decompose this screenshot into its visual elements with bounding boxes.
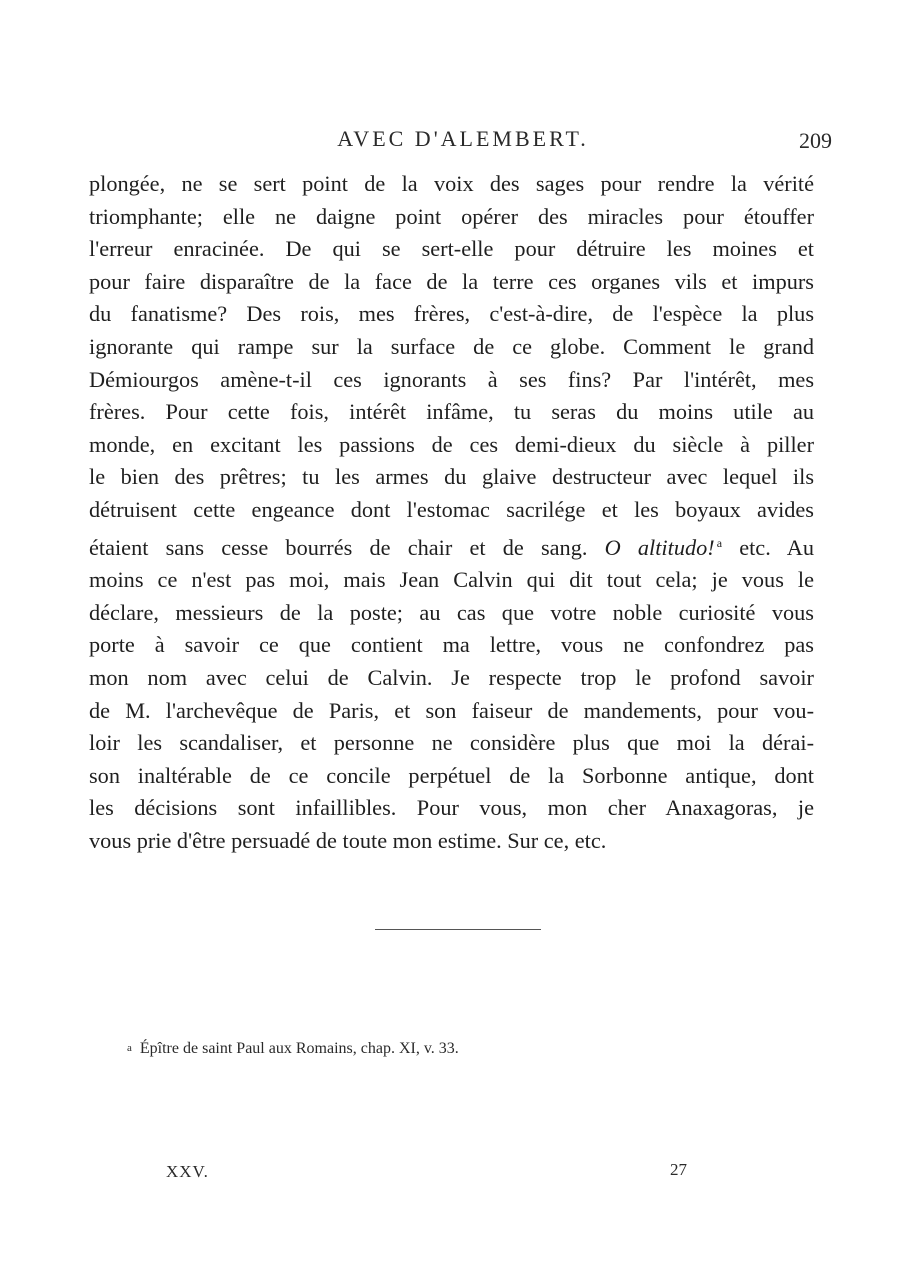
text-line: plongée, ne se sert point de la voix des sages pour rendre la vérité: [89, 171, 814, 196]
text-line: frères. Pour cette fois, intérêt infâme, tu seras du moins utile au: [89, 399, 814, 425]
section-divider: [375, 929, 541, 930]
text-line: l'erreur enracinée. De qui se sert-elle pour détruire les moines et: [89, 236, 814, 262]
text-line-with-quote: [89, 527, 814, 565]
text-line: son inaltérable de ce concile perpétuel de la Sorbonne antique, dont: [89, 762, 814, 788]
body-text: [89, 168, 814, 857]
text-line: mon nom avec celui de Calvin. Je respecte trop le profond savoir: [89, 664, 814, 690]
text-line: les décisions sont infaillibles. Pour vous, mon cher Anaxagoras, je: [89, 795, 814, 821]
text-line: de M. l'archevêque de Paris, et son faiseur de mandements, pour vou-: [89, 697, 814, 723]
footnote-reference: a: [716, 535, 723, 550]
text-line: détruisent cette engeance dont l'estomac sacrilége et les boyaux avides: [89, 496, 814, 522]
text-line: triomphante; elle ne daigne point opérer des miracles pour étouffer: [89, 203, 814, 229]
line-text-after: etc. Au: [739, 534, 814, 560]
running-title: AVEC D'ALEMBERT.: [337, 126, 589, 151]
sheet-signature: 27: [670, 1160, 687, 1179]
text-line: pour faire disparaître de la face de la terre ces organes vils et impurs: [89, 268, 814, 294]
text-line: moins ce n'est pas moi, mais Jean Calvin qui dit tout cela; je vous le: [89, 567, 814, 593]
text-line: ignorante qui rampe sur la surface de ce globe. Comment le grand: [89, 333, 814, 359]
volume-signature: XXV.: [166, 1162, 209, 1181]
line-text-before: étaient sans cesse bourrés de chair et de sang.: [89, 534, 588, 560]
text-line: loir les scandaliser, et personne ne considère plus que moi la dérai-: [89, 730, 814, 756]
text-line: porte à savoir ce que contient ma lettre, vous ne confondrez pas: [89, 632, 814, 658]
footnote-text: Épître de saint Paul aux Romains, chap. XI, v. 33.: [139, 1040, 459, 1057]
text-line: le bien des prêtres; tu les armes du glaive destructeur avec lequel ils: [89, 464, 814, 490]
text-line: déclare, messieurs de la poste; au cas que votre noble curiosité vous: [89, 599, 814, 625]
footnote: [127, 1040, 459, 1058]
text-line: monde, en excitant les passions de ces demi-dieux du siècle à piller: [89, 431, 814, 457]
text-line: Démiourgos amène-t-il ces ignorants à ses fins? Par l'intérêt, mes: [89, 366, 814, 392]
latin-quote: O altitudo!: [604, 534, 715, 560]
text-line: du fanatisme? Des rois, mes frères, c'est-à-dire, de l'espèce la plus: [89, 301, 814, 327]
text-line: vous prie d'être persuadé de toute mon estime. Sur ce, etc.: [89, 827, 607, 853]
footnote-mark: a: [127, 1042, 132, 1054]
page-number: 209: [799, 128, 832, 153]
running-head: [88, 126, 838, 158]
